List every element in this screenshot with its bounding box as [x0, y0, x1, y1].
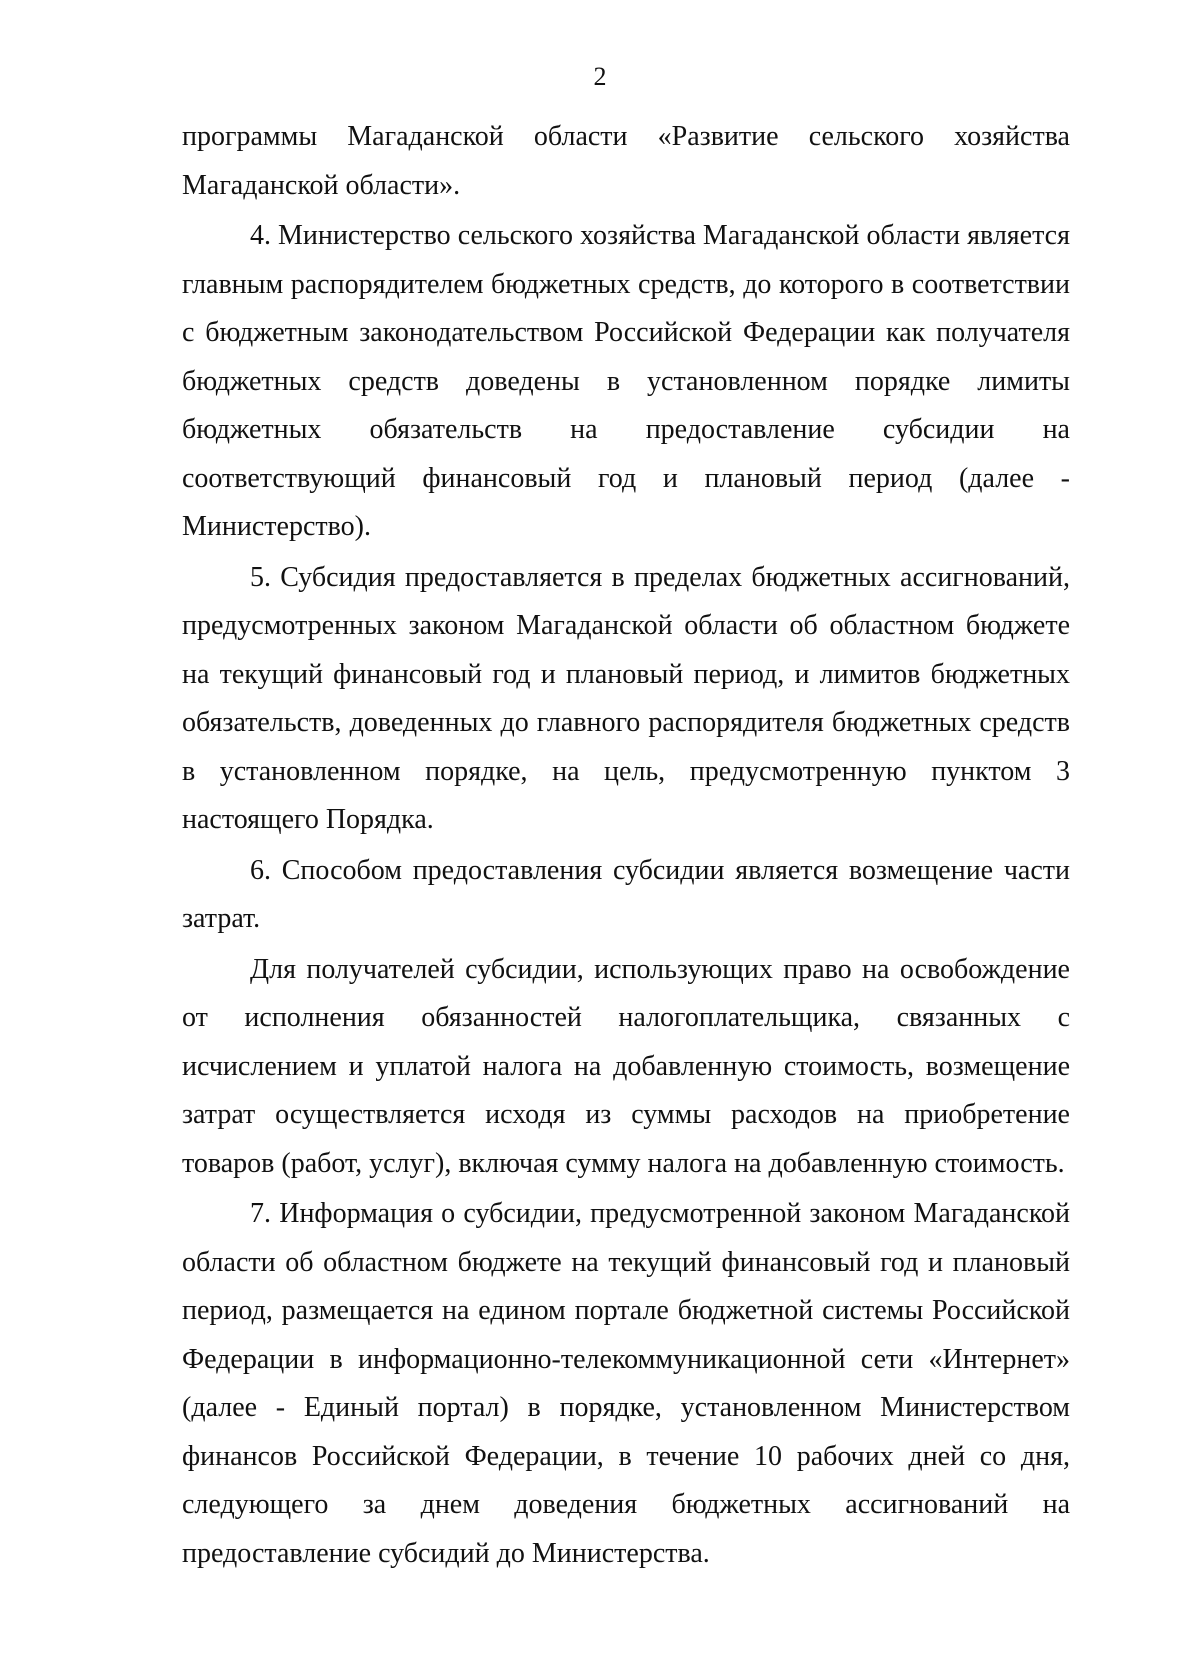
paragraph-item-6: 6. Способом предоставления субсидии является возмещение части затрат.: [182, 854, 1070, 934]
paragraph-continuation: программы Магаданской области «Развитие сельского хозяйства Магаданской области».: [182, 121, 1070, 201]
page-number: 2: [593, 62, 607, 91]
paragraph-item-4: 4. Министерство сельского хозяйства Магаданской области является главным распорядителем бюджетных средств, до которого в соответствии с бюджетным законодательством Российской Федерации как получателя бюджетных средств доведены в установленном порядке лимиты бюджетных обязательств на предоставление субсидии на соответствующий финансовый год и плановый период (далее - Министерство).: [182, 220, 1070, 542]
paragraph-item-5: 5. Субсидия предоставляется в пределах бюджетных ассигнований, предусмотренных законом Магаданской области об областном бюджете на текущий финансовый год и плановый период, и лимитов бюджетных обязательств, доведенных до главного распорядителя бюджетных средств в установленном порядке, на цель, предусмотренную пунктом 3 настоящего Порядка.: [182, 561, 1070, 835]
paragraph-item-7: 7. Информация о субсидии, предусмотренной законом Магаданской области об областном бюджете на текущий финансовый год и плановый период, размещается на едином портале бюджетной системы Российской Федерации в информационно-телекоммуникационной сети «Интернет» (далее - Единый портал) в порядке, установленном Министерством финансов Российской Федерации, в течение 10 рабочих дней со дня, следующего за днем доведения бюджетных ассигнований на предоставление субсидий до Министерства.: [182, 1198, 1070, 1569]
document-body: [182, 113, 1070, 1580]
paragraph-item-6-vat: Для получателей субсидии, использующих право на освобождение от исполнения обязанностей налогоплательщика, связанных с исчислением и уплатой налога на добавленную стоимость, возмещение затрат осуществляется исходя из суммы расходов на приобретение товаров (работ, услуг), включая сумму налога на добавленную стоимость.: [182, 953, 1070, 1179]
